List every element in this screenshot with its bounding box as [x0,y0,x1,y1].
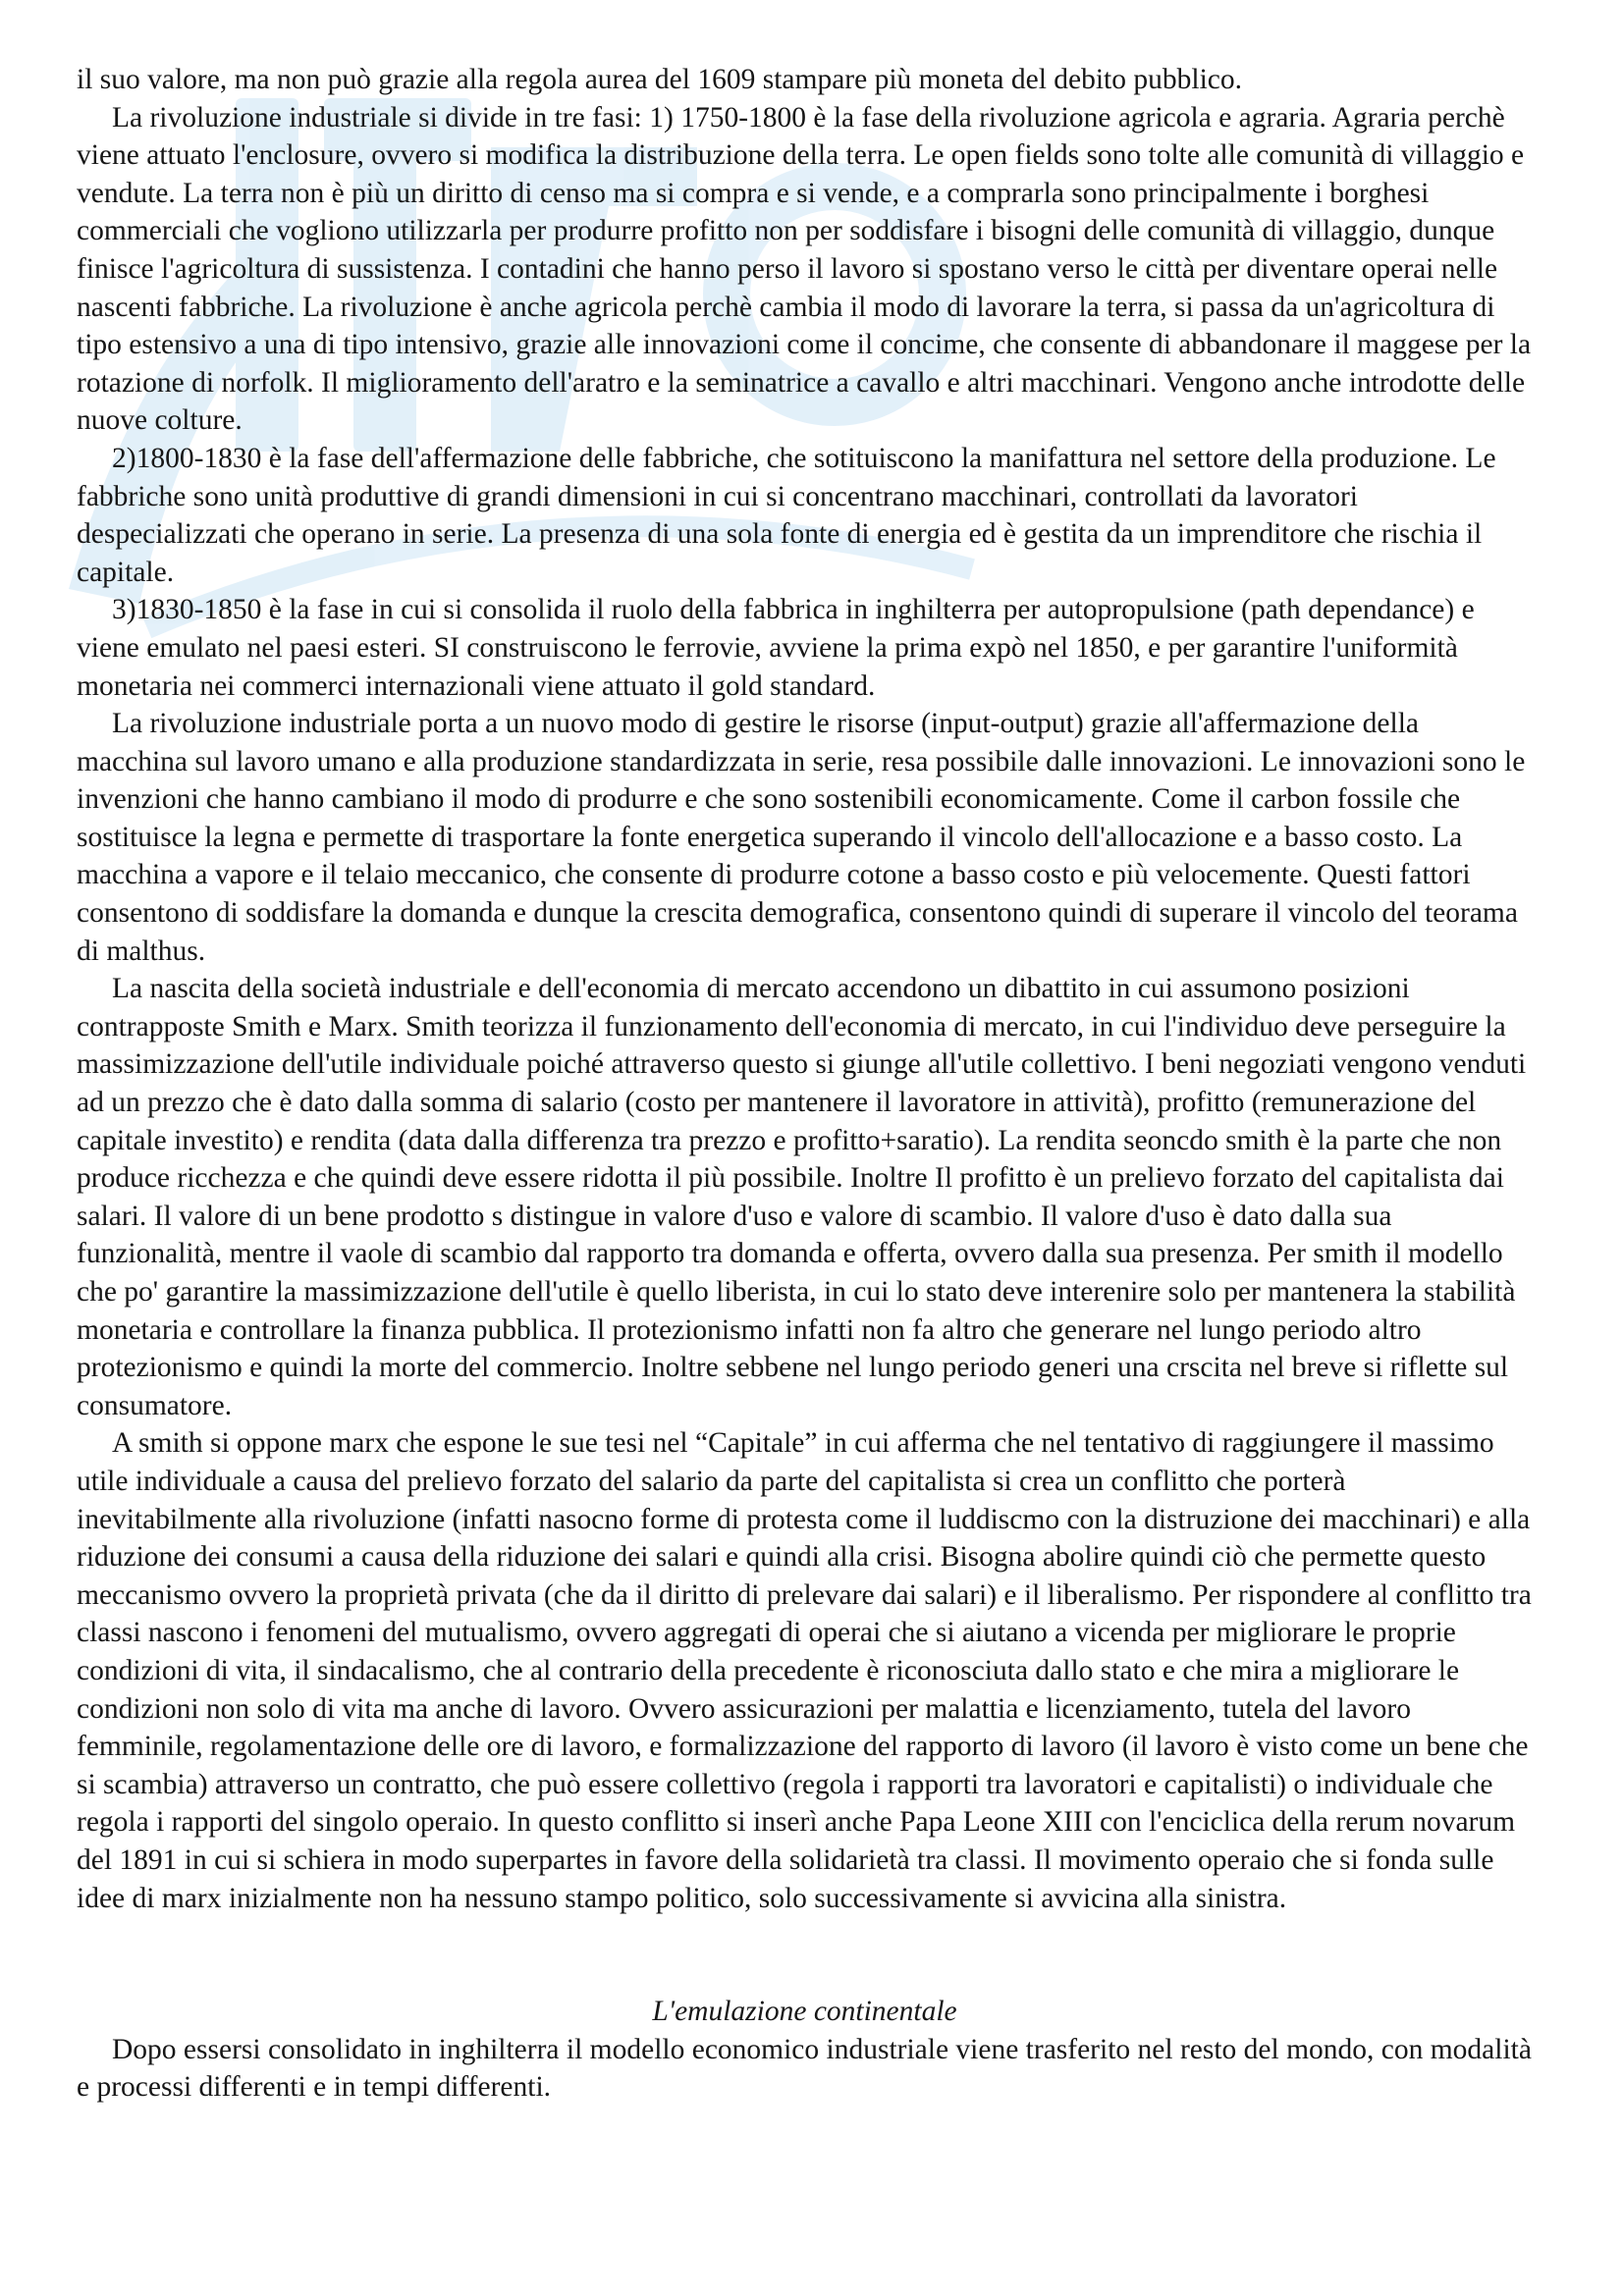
paragraph-fasi-rivoluzione: La rivoluzione industriale si divide in tre fasi: 1) 1750-1800 è la fase della rivoluzione agricola e agraria. Agraria perchè viene attuato l'enclosure, ovvero si modifica la distribuzione della terra. Le open fields sono tolte alle comunità di villaggio e vendute. La terra non è più un diritto di censo ma si compra e si vende, e a comprarla sono principalmente i borghesi commerciali che vogliono utilizzarla per produrre profitto non per soddisfare i bisogni delle comunità di villaggio, dunque finisce l'agricoltura di sussistenza. I contadini che hanno perso il lavoro si spostano verso le città per diventare operai nelle nascenti fabbriche. La rivoluzione è anche agricola perchè cambia il modo di lavorare la terra, si passa da un'agricoltura di tipo estensivo a una di tipo intensivo, grazie alle innovazioni come il concime, che consente di abbandonare il maggese per la rotazione di norfolk. Il miglioramento dell'aratro e la seminatrice a cavallo e altri macchinari. Vengono anche introdotte delle nuove colture. [77,101,1532,437]
paragraph-emulazione: Dopo essersi consolidato in inghilterra il modello economico industriale viene trasferito nel resto del mondo, con modalità e processi differenti e in tempi differenti. [77,2033,1532,2104]
paragraph-fase-consolidamento: 3)1830-1850 è la fase in cui si consolida il ruolo della fabbrica in inghilterra per autopropulsione (path dependance) e viene emulato nel paesi esteri. SI construiscono le ferrovie, avviene la prima expò nel 1850, e per garantire l'uniformità monetaria nei commerci internazionali viene attuato il gold standard. [77,594,1475,702]
paragraph-innovazioni: La rivoluzione industriale porta a un nuovo modo di gestire le risorse (input-output) grazie all'affermazione della macchina sul lavoro umano e alla produzione standardizzata in serie, resa possibile dalle innovazioni. Le innovazioni sono le invenzioni che hanno cambiano il modo di produrre e che sono sostenibili economicamente. Come il carbon fossile che sostituisce la legna e permette di trasportare la fonte energetica superando il vincolo dell'allocazione e a basso costo. La macchina a vapore e il telaio meccanico, che consente di produrre cotone a basso costo e più velocemente. Questi fattori consentono di soddisfare la domanda e dunque la crescita demografica, consentono quindi di superare il vincolo del teorama di malthus. [77,708,1526,967]
section-heading: L'emulazione continentale [652,1996,957,2028]
paragraph-fase-fabbriche: 2)1800-1830 è la fase dell'affermazione delle fabbriche, che sotituiscono la manifattura nel settore della produzione. Le fabbriche sono unità produttive di grandi dimensioni in cui si concentrano macchinari, controllati da lavoratori despecializzati che operano in serie. La presenza di una sola fonte di energia ed è gestita da un imprenditore che rischia il capitale. [77,442,1496,588]
paragraph-marx: A smith si oppone marx che espone le sue tesi nel “Capitale” in cui afferma che nel tentativo di raggiungere il massimo utile individuale a causa del prelievo forzato del salario da parte del capitalista si crea un conflitto che porterà inevitabilmente alla rivoluzione (infatti nasocno forme di protesta come il luddiscmo con la distruzione dei macchinari) e alla riduzione dei consumi a causa della riduzione dei salari e quindi alla crisi. Bisogna abolire quindi ciò che permette questo meccanismo ovvero la proprietà privata (che da il diritto di prelevare dai salari) e il liberalismo. Per rispondere al conflitto tra classi nascono i fenomeni del mutualismo, ovvero aggregati di operai che si aiutano a vicenda per migliorare le proprie condizioni di vita, il sindacalismo, che al contrario della precedente è riconosciuta dallo stato e che mira a migliorare le condizioni non solo di vita ma anche di lavoro. Ovvero assicurazioni per malattia e licenziamento, tutela del lavoro femminile, regolamentazione delle ore di lavoro, e formalizzazione del rapporto di lavoro (il lavoro è visto come un bene che si scambia) attraverso un contratto, che può essere collettivo (regola i rapporti tra lavoratori e capitalisti) o individuale che regola i rapporti del singolo operaio. In questo conflitto si inserì anche Papa Leone XIII con l'enciclica della rerum novarum del 1891 in cui si schiera in modo superpartes in favore della solidarietà tra classi. Il movimento operaio che si fonda sulle idee di marx inizialmente non ha nessuno stampo politico, solo successivamente si avvicina alla sinistra. [77,1427,1532,1914]
paragraph-smith: La nascita della società industriale e dell'economia di mercato accendono un dibattito in cui assumono posizioni contrapposte Smith e Marx. Smith teorizza il funzionamento dell'economia di mercato, in cui l'individuo deve perseguire la massimizzazione dell'utile individuale poiché attraverso questo si giunge all'utile collettivo. I beni negoziati vengono venduti ad un prezzo che è dato dalla somma di salario (costo per mantenere il lavoratore in attività), profitto (remunerazione del capitale investito) e rendita (data dalla differenza tra prezzo e profitto+saratio). La rendita seoncdo smith è la parte che non produce ricchezza e che quindi deve essere ridotta il più possibile. Inoltre Il profitto è un prelievo forzato del capitalista dai salari. Il valore di un bene prodotto s distingue in valore d'uso e valore di scambio. Il valore d'uso è dato dalla sua funzionalità, mentre il vaole di scambio dal rapporto tra domanda e offerta, ovvero dalla sua presenza. Per smith il modello che po' garantire la massimizzazione dell'utile è quello liberista, in cui lo stato deve interenire solo per mantenera la stabilità monetaria e controllare la finanza pubblica. Il protezionismo infatti non fa altro che generare nel lungo periodo altro protezionismo e quindi la morte del commercio. Inoltre sebbene nel lungo periodo generi una crscita nel breve si riflette sul consumatore. [77,973,1527,1421]
paragraph-debito-pubblico: il suo valore, ma non può grazie alla regola aurea del 1609 stampare più moneta del debito pubblico. [77,64,1242,95]
